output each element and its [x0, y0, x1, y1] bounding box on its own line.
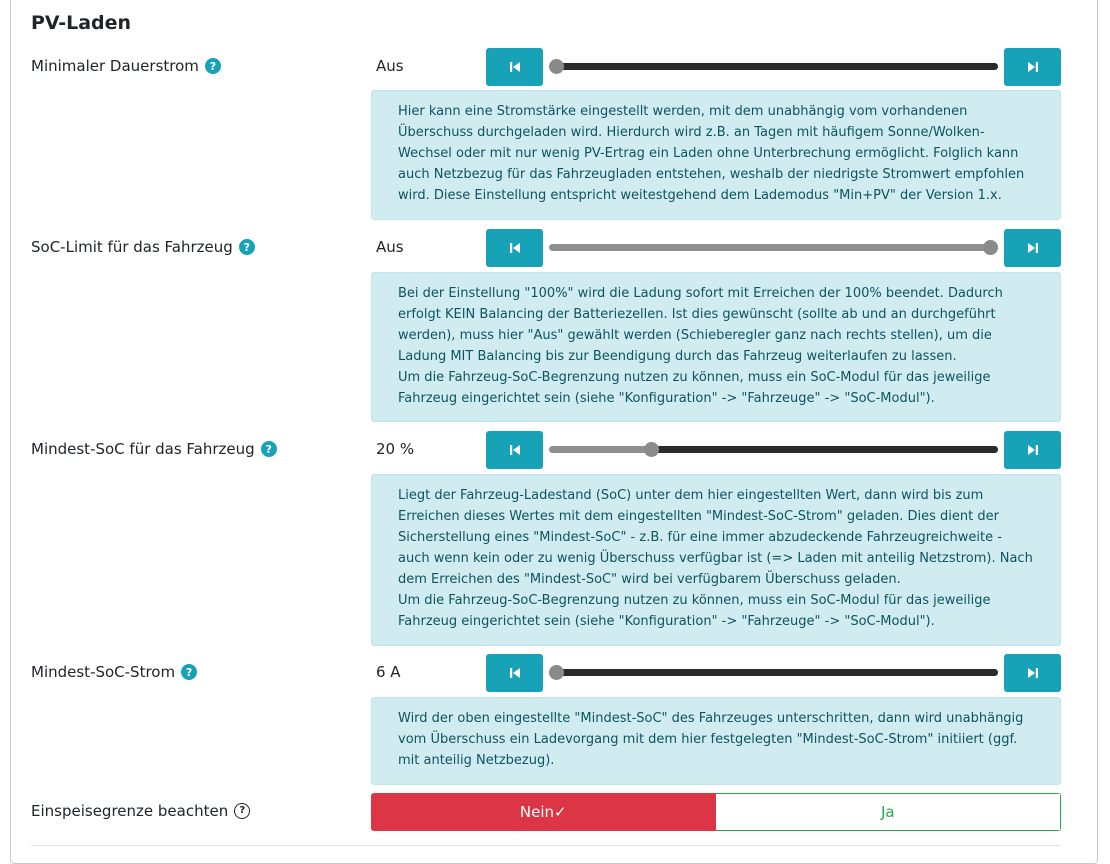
- setting-label-minimal-current: [31, 57, 221, 75]
- info-box: [371, 272, 1061, 422]
- help-icon[interactable]: ?: [234, 803, 250, 819]
- slider-track[interactable]: [549, 446, 998, 453]
- info-text: Um die Fahrzeug-SoC-Begrenzung nutzen zu können, muss ein SoC-Modul für das jeweilige Fahrzeug eingerichtet sein (siehe "Konfiguration" -> "Fahrzeuge" -> "SoC-Modul").: [398, 370, 991, 406]
- slider-thumb[interactable]: [549, 665, 564, 680]
- setting-label-text: Minimaler Dauerstrom: [31, 57, 199, 75]
- feed-in-toggle: [371, 793, 1061, 831]
- slider-track[interactable]: [549, 63, 998, 70]
- section-title: PV-Laden: [31, 12, 132, 34]
- slider-thumb[interactable]: [549, 59, 564, 74]
- setting-label-text: SoC-Limit für das Fahrzeug: [31, 238, 233, 256]
- increment-button[interactable]: [1004, 48, 1061, 86]
- skip-back-icon: [509, 444, 521, 456]
- skip-forward-icon: [1027, 667, 1039, 679]
- info-box: [371, 697, 1061, 785]
- skip-forward-icon: [1027, 242, 1039, 254]
- decrement-button[interactable]: [486, 431, 543, 469]
- slider-fill: [557, 63, 999, 70]
- slider-fill: [652, 446, 998, 453]
- info-box: [371, 474, 1061, 646]
- slider-track[interactable]: [549, 244, 998, 251]
- decrement-button[interactable]: [486, 654, 543, 692]
- setting-label-min-soc-current: [31, 663, 197, 681]
- increment-button[interactable]: [1004, 229, 1061, 267]
- setting-label-min-soc: [31, 440, 277, 458]
- info-box: [371, 90, 1061, 220]
- setting-label-text: Mindest-SoC-Strom: [31, 663, 176, 681]
- setting-label-soc-limit: [31, 238, 255, 256]
- decrement-button[interactable]: [486, 48, 543, 86]
- option-yes-button[interactable]: [716, 793, 1062, 831]
- info-text: Bei der Einstellung "100%" wird die Ladung sofort mit Erreichen der 100% beendet. Dadurch erfolgt KEIN Balancing der Batteriezellen. Ist dies gewünscht (sollte ab und an durchgeführt werden), muss hier "Aus" gewählt werden (Schieberegler ganz nach rechts stellen), um die Ladung MIT Balancing bis zur Beendigung durch das Fahrzeug weiterlaufen zu lassen.: [398, 286, 1003, 364]
- slider-fill: [557, 669, 999, 676]
- info-text: Liegt der Fahrzeug-Ladestand (SoC) unter dem hier eingestellten Wert, dann wird bis zum Erreichen dieses Wertes mit dem eingestellten "Mindest-SoC-Strom" geladen. Dies dient der Sicherstellung eines "Mindest-SoC" - z.B. für eine immer abzudeckende Fahrzeugreichweite - auch wenn kein oder zu wenig Überschuss verfügbar ist (=> Laden mit anteilig Netzstrom). Nach dem Erreichen des "Mindest-SoC" wird bei verfügbarem Überschuss geladen.: [398, 488, 1033, 587]
- setting-value: 6 A: [376, 663, 401, 681]
- info-text: Um die Fahrzeug-SoC-Begrenzung nutzen zu können, muss ein SoC-Modul für das jeweilige Fahrzeug eingerichtet sein (siehe "Konfiguration" -> "Fahrzeuge" -> "SoC-Modul").: [398, 593, 991, 629]
- option-no-button[interactable]: [371, 793, 716, 831]
- help-icon[interactable]: ?: [205, 58, 221, 74]
- setting-label-feed-in-limit: [31, 802, 250, 820]
- skip-back-icon: [509, 242, 521, 254]
- setting-value: Aus: [376, 238, 404, 256]
- check-icon: ✓: [554, 803, 567, 821]
- skip-forward-icon: [1027, 444, 1039, 456]
- slider-thumb[interactable]: [983, 240, 998, 255]
- skip-back-icon: [509, 61, 521, 73]
- slider-track[interactable]: [549, 669, 998, 676]
- setting-label-text: Einspeisegrenze beachten: [31, 802, 229, 820]
- option-label: Ja: [880, 803, 895, 821]
- skip-back-icon: [509, 667, 521, 679]
- skip-forward-icon: [1027, 61, 1039, 73]
- info-text: Wird der oben eingestellte "Mindest-SoC" des Fahrzeuges unterschritten, dann wird unabhängig vom Überschuss ein Ladevorgang mit dem hier festgelegten "Mindest-SoC-Strom" initiiert (ggf. mit anteilig Netzbezug).: [398, 711, 1024, 768]
- setting-value: Aus: [376, 57, 404, 75]
- decrement-button[interactable]: [486, 229, 543, 267]
- increment-button[interactable]: [1004, 654, 1061, 692]
- help-icon[interactable]: ?: [261, 441, 277, 457]
- increment-button[interactable]: [1004, 431, 1061, 469]
- divider: [31, 845, 1061, 846]
- setting-value: 20 %: [376, 440, 415, 458]
- setting-label-text: Mindest-SoC für das Fahrzeug: [31, 440, 255, 458]
- info-text: Hier kann eine Stromstärke eingestellt werden, mit dem unabhängig vom vorhandenen Überschuss durchgeladen wird. Hierdurch wird z.B. an Tagen mit häufigem Sonne/Wolken-Wechsel oder mit nur wenig PV-Ertrag ein Laden ohne Unterbrechung ermöglicht. Folglich kann auch Netzbezug für das Fahrzeugladen entstehen, weshalb der niedrigste Stromwert empfohlen wird. Diese Einstellung entspricht weitestgehend dem Lademodus "Min+PV" der Version 1.x.: [398, 104, 1025, 203]
- help-icon[interactable]: ?: [239, 239, 255, 255]
- help-icon[interactable]: ?: [181, 664, 197, 680]
- option-label: Nein: [519, 803, 555, 821]
